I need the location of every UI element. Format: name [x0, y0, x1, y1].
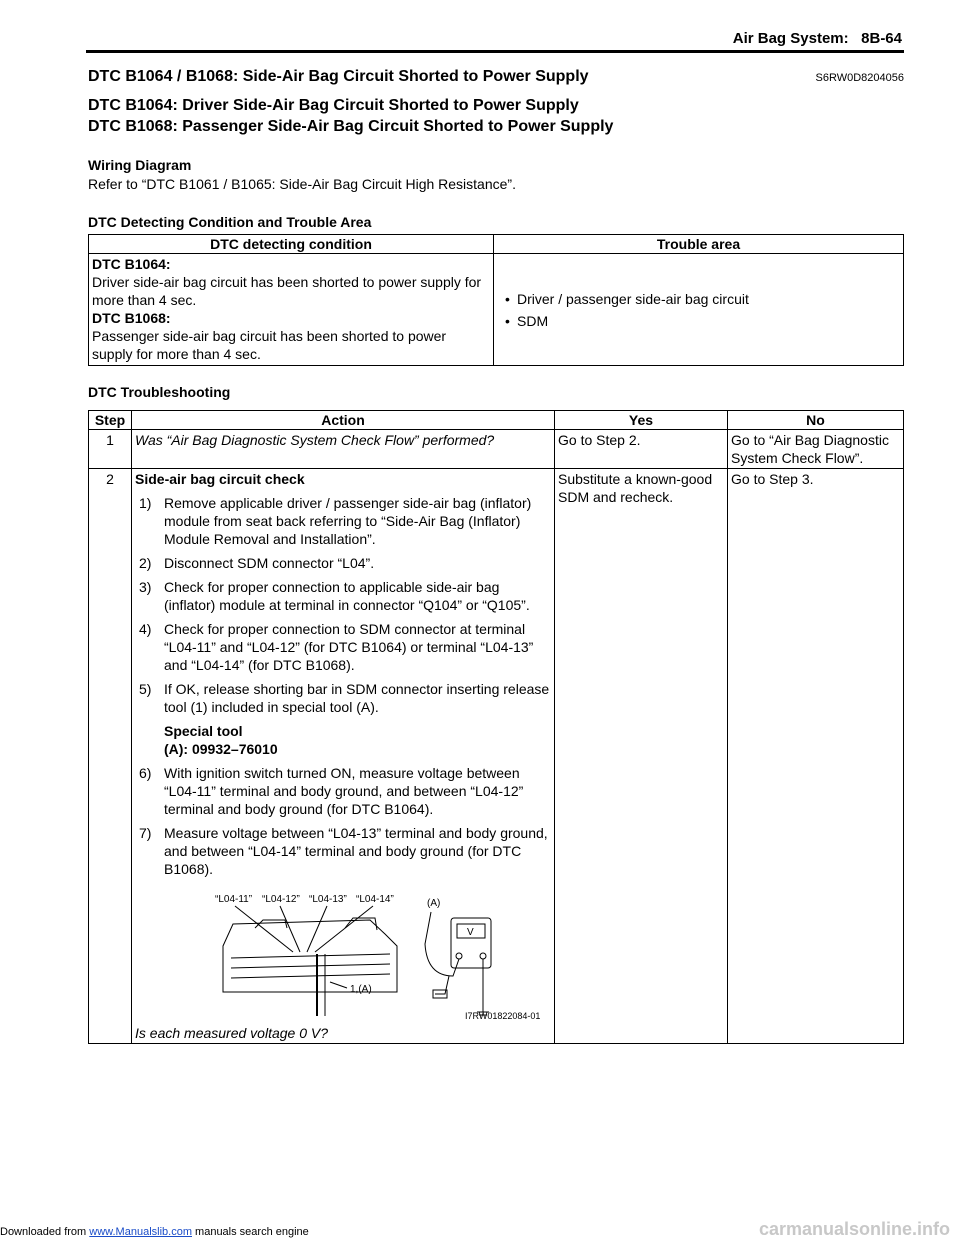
- pointer-line: [280, 906, 300, 952]
- step-2-question: Is each measured voltage 0 V?: [135, 1025, 329, 1041]
- subtitle-b1068: DTC B1068: Passenger Side-Air Bag Circuit Shorted to Power Supply: [88, 118, 614, 135]
- figure-label-l04-11: “L04-11”: [215, 894, 253, 905]
- detect-heading: DTC Detecting Condition and Trouble Area: [88, 214, 372, 230]
- step-1-no: Go to “Air Bag Diagnostic System Check Flow”.: [728, 430, 904, 469]
- figure-label-l04-13: “L04-13”: [309, 894, 347, 905]
- table-row-step-2: [89, 469, 904, 1044]
- wiring-heading: Wiring Diagram: [88, 157, 192, 173]
- procedure-item-2: 2) Disconnect SDM connector “L04”.: [139, 555, 375, 571]
- voltmeter-label: V: [467, 927, 474, 938]
- connector-latch: [255, 920, 287, 928]
- step-2-action: [132, 469, 555, 1044]
- col-yes: Yes: [555, 411, 728, 430]
- special-tool-value: (A): 09932–76010: [164, 741, 278, 757]
- col-no: No: [728, 411, 904, 430]
- figure-label-release: 1,(A): [350, 984, 372, 995]
- figure-label-l04-14: “L04-14”: [356, 894, 394, 905]
- document-code: S6RW0D8204056: [815, 72, 904, 84]
- watermark: carmanualsonline.info: [758, 1219, 950, 1239]
- header-page-number: 8B-64: [861, 30, 902, 47]
- special-tool: [135, 722, 551, 758]
- condition-label-b1068: DTC B1068:: [92, 310, 171, 326]
- condition-text-b1068: Passenger side-air bag circuit has been shorted to power supply for more than 4 sec.: [92, 328, 447, 362]
- condition-text-b1064: Driver side-air bag circuit has been shorted to power supply for more than 4 sec.: [92, 274, 482, 308]
- troubleshooting-heading: DTC Troubleshooting: [88, 384, 231, 400]
- wiring-text: Refer to “DTC B1061 / B1065: Side-Air Bag Circuit High Resistance”.: [88, 176, 516, 192]
- detect-col-condition: DTC detecting condition: [89, 235, 494, 254]
- step-2-procedure-cont: [135, 764, 551, 878]
- manualslib-link[interactable]: www.Manualslib.com: [89, 1226, 192, 1238]
- procedure-item-5: 5) If OK, release shorting bar in SDM connector inserting release tool (1) included in special tool (A).: [139, 681, 550, 715]
- step-number: 1: [89, 430, 132, 469]
- step-1-yes: Go to Step 2.: [555, 430, 728, 469]
- procedure-item-4: 4) Check for proper connection to SDM connector at terminal “L04-11” and “L04-12” (for DTC B1064) or terminal “L04-13” and “L04-14” (for DTC B1068).: [139, 621, 534, 673]
- connector-figure: [135, 884, 545, 1024]
- page-header: [733, 30, 902, 47]
- header-section: Air Bag System:: [732, 30, 849, 47]
- voltmeter-terminal: [480, 953, 486, 959]
- step-2-yes: Substitute a known-good SDM and recheck.: [555, 469, 728, 1044]
- table-row-step-1: [89, 430, 904, 469]
- voltmeter-terminal: [456, 953, 462, 959]
- procedure-item-7: 7) Measure voltage between “L04-13” terminal and body ground, and between “L04-14” terminal and body ground (for DTC B1068).: [139, 825, 548, 877]
- col-step: Step: [89, 411, 132, 430]
- release-pointer: [330, 982, 347, 988]
- figure-id: I7RW01822084-01: [465, 1011, 541, 1021]
- col-action: Action: [132, 411, 555, 430]
- page-title: [88, 68, 904, 86]
- subtitle-b1064: DTC B1064: Driver Side-Air Bag Circuit Shorted to Power Supply: [88, 97, 579, 114]
- step-number: 2: [89, 469, 132, 1044]
- detect-col-area: Trouble area: [494, 235, 904, 254]
- troubleshooting-table: [88, 410, 904, 1044]
- figure-label-tool: (A): [427, 898, 441, 909]
- connector-diagram: [135, 884, 545, 1024]
- trouble-area-list: [497, 288, 900, 332]
- trouble-area-item: • SDM: [497, 310, 900, 332]
- procedure-item-1: 1) Remove applicable driver / passenger side-air bag (inflator) module from seat back referring to “Side-Air Bag (Inflator) Module Removal and Installation”.: [139, 495, 532, 547]
- footer-prefix: Downloaded from: [0, 1226, 87, 1238]
- trouble-area-item: • Driver / passenger side-air bag circuit: [497, 288, 900, 310]
- step-1-action: Was “Air Bag Diagnostic System Check Flow” performed?: [132, 430, 555, 469]
- header-rule: [86, 50, 904, 53]
- probe-lead: [425, 912, 459, 976]
- procedure-item-3: 3) Check for proper connection to applicable side-air bag (inflator) module at terminal in connector “Q104” or “Q105”.: [139, 579, 530, 613]
- pin-row: [231, 954, 390, 958]
- condition-label-b1064: DTC B1064:: [92, 256, 171, 272]
- detect-row: [89, 254, 904, 366]
- pointer-line: [235, 906, 293, 952]
- footer-suffix: manuals search engine: [191, 1226, 309, 1238]
- download-footer: [0, 1226, 309, 1238]
- figure-label-l04-12: “L04-12”: [262, 894, 300, 905]
- detect-table: [88, 234, 904, 366]
- pin-row: [231, 964, 390, 968]
- procedure-item-6: 6) With ignition switch turned ON, measure voltage between “L04-11” terminal and body ground, and between “L04-12” terminal and body ground (for DTC B1064).: [139, 765, 524, 817]
- step-2-no: Go to Step 3.: [728, 469, 904, 1044]
- pin-row: [231, 974, 390, 978]
- step-2-procedure: [135, 494, 551, 716]
- detect-area-cell: [494, 254, 904, 366]
- page-title-text: DTC B1064 / B1068: Side-Air Bag Circuit Shorted to Power Supply: [88, 68, 589, 85]
- special-tool-label: Special tool: [164, 723, 243, 739]
- step-2-title: Side-air bag circuit check: [135, 471, 305, 487]
- detect-condition-cell: [89, 254, 494, 366]
